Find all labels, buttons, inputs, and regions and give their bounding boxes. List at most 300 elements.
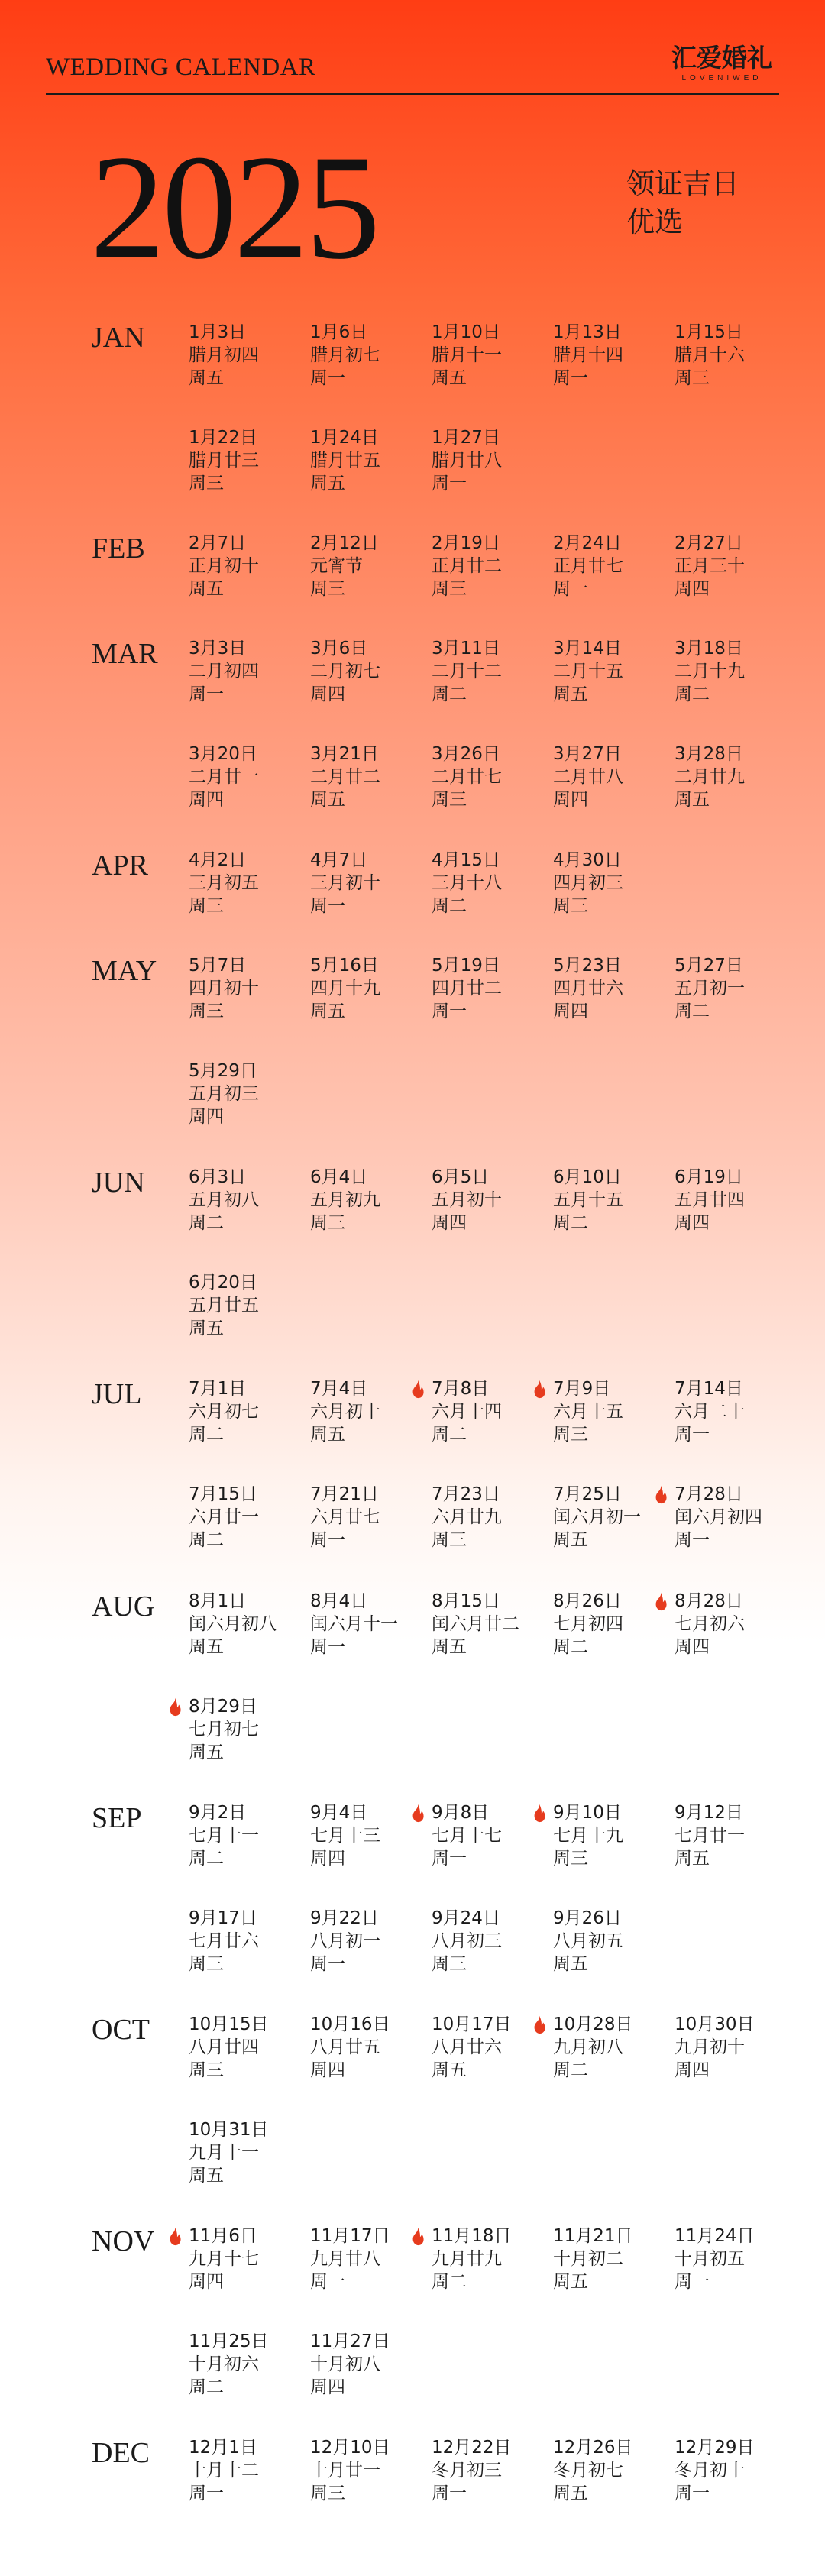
day-entry xyxy=(675,2225,795,2293)
day-entry xyxy=(553,321,674,390)
day-weekday: 周五 xyxy=(189,2166,224,2186)
day-entry xyxy=(189,2118,309,2187)
day-entry xyxy=(189,426,309,495)
day-lunar: 七月十七 xyxy=(432,1826,502,1846)
day-date: 3月11日 xyxy=(432,639,500,659)
day-entry xyxy=(189,1271,309,1340)
day-date: 5月23日 xyxy=(553,956,622,976)
day-weekday: 周四 xyxy=(310,2060,345,2080)
day-weekday: 周一 xyxy=(310,896,345,916)
day-lunar: 九月十七 xyxy=(189,2249,259,2269)
day-date: 9月8日 xyxy=(432,1803,490,1823)
day-date: 9月2日 xyxy=(189,1803,247,1823)
day-entry xyxy=(310,321,431,390)
day-date: 12月10日 xyxy=(310,2438,390,2458)
day-date: 11月17日 xyxy=(310,2226,390,2246)
day-lunar: 六月十五 xyxy=(553,1402,623,1422)
day-lunar: 九月初八 xyxy=(553,2037,623,2057)
day-entry xyxy=(432,2436,552,2505)
day-entry xyxy=(189,637,309,706)
day-weekday: 周一 xyxy=(189,684,224,704)
day-date: 9月17日 xyxy=(189,1908,257,1928)
day-date: 1月22日 xyxy=(189,428,257,448)
day-date: 11月24日 xyxy=(675,2226,755,2246)
day-weekday: 周三 xyxy=(675,368,710,388)
day-entry xyxy=(553,1907,674,1976)
day-date: 3月18日 xyxy=(675,639,743,659)
day-lunar: 三月十八 xyxy=(432,873,502,893)
month-label: MAR xyxy=(92,638,158,670)
day-lunar: 闰六月廿二 xyxy=(432,1614,519,1634)
day-weekday: 周一 xyxy=(189,2484,224,2503)
day-weekday: 周一 xyxy=(310,1637,345,1657)
day-lunar: 二月廿八 xyxy=(553,767,623,787)
day-lunar: 正月廿二 xyxy=(432,556,502,576)
day-date: 5月16日 xyxy=(310,956,379,976)
day-date: 2月24日 xyxy=(553,533,622,553)
day-lunar: 四月廿六 xyxy=(553,979,623,998)
day-weekday: 周五 xyxy=(310,790,345,810)
day-entry xyxy=(310,2436,431,2505)
day-date: 3月26日 xyxy=(432,744,500,764)
day-date: 6月5日 xyxy=(432,1167,490,1187)
day-date: 5月29日 xyxy=(189,1061,257,1081)
day-date: 1月27日 xyxy=(432,428,500,448)
day-lunar: 九月初十 xyxy=(675,2037,745,2057)
day-lunar: 三月初十 xyxy=(310,873,380,893)
day-lunar: 六月十四 xyxy=(432,1402,502,1422)
year-heading: 2025 xyxy=(90,125,377,290)
day-lunar: 二月廿九 xyxy=(675,767,745,787)
page-title: WEDDING CALENDAR xyxy=(46,53,316,81)
day-entry xyxy=(310,637,431,706)
day-lunar: 六月廿九 xyxy=(432,1507,502,1527)
day-lunar: 二月十九 xyxy=(675,662,745,681)
day-lunar: 腊月廿三 xyxy=(189,451,259,471)
day-weekday: 周一 xyxy=(310,368,345,388)
day-entry xyxy=(675,532,795,600)
day-lunar: 十月初六 xyxy=(189,2354,259,2374)
day-date: 7月1日 xyxy=(189,1379,247,1399)
day-lunar: 二月初四 xyxy=(189,662,259,681)
day-entry xyxy=(553,1166,674,1235)
day-weekday: 周五 xyxy=(432,2060,467,2080)
day-date: 4月2日 xyxy=(189,850,247,870)
day-lunar: 闰六月初四 xyxy=(675,1507,762,1527)
day-lunar: 四月十九 xyxy=(310,979,380,998)
day-date: 9月4日 xyxy=(310,1803,368,1823)
day-lunar: 十月初八 xyxy=(310,2354,380,2374)
day-lunar: 五月十五 xyxy=(553,1190,623,1210)
day-date: 6月20日 xyxy=(189,1273,257,1293)
day-lunar: 十月十二 xyxy=(189,2461,259,2481)
day-lunar: 腊月初七 xyxy=(310,345,380,365)
day-lunar: 七月十一 xyxy=(189,1826,259,1846)
day-weekday: 周五 xyxy=(553,684,588,704)
month-label: MAY xyxy=(92,955,157,987)
day-weekday: 周一 xyxy=(432,2484,467,2503)
day-date: 7月4日 xyxy=(310,1379,368,1399)
day-date: 7月8日 xyxy=(432,1379,490,1399)
day-weekday: 周四 xyxy=(189,2272,224,2292)
day-weekday: 周一 xyxy=(432,474,467,494)
day-entry xyxy=(675,637,795,706)
day-date: 7月9日 xyxy=(553,1379,611,1399)
day-date: 12月26日 xyxy=(553,2438,633,2458)
day-weekday: 周二 xyxy=(189,1849,224,1869)
day-weekday: 周一 xyxy=(310,1954,345,1974)
day-lunar: 九月十一 xyxy=(189,2143,259,2163)
day-weekday: 周五 xyxy=(189,1637,224,1657)
day-entry xyxy=(432,743,552,811)
day-lunar: 七月初四 xyxy=(553,1614,623,1634)
day-entry xyxy=(432,321,552,390)
day-lunar: 二月十二 xyxy=(432,662,502,681)
day-weekday: 周二 xyxy=(553,1637,588,1657)
day-date: 1月3日 xyxy=(189,322,247,342)
day-weekday: 周五 xyxy=(432,368,467,388)
day-entry xyxy=(310,2330,431,2399)
day-weekday: 周一 xyxy=(432,1849,467,1869)
fire-icon xyxy=(164,1697,186,1718)
day-date: 11月27日 xyxy=(310,2332,390,2351)
month-label: JAN xyxy=(92,322,145,354)
day-date: 8月28日 xyxy=(675,1591,743,1611)
day-date: 3月14日 xyxy=(553,639,622,659)
day-lunar: 闰六月十一 xyxy=(310,1614,398,1634)
day-date: 9月10日 xyxy=(553,1803,622,1823)
day-date: 10月16日 xyxy=(310,2015,390,2034)
day-date: 9月26日 xyxy=(553,1908,622,1928)
day-weekday: 周二 xyxy=(675,1002,710,1021)
day-date: 1月13日 xyxy=(553,322,622,342)
day-weekday: 周一 xyxy=(675,2272,710,2292)
day-weekday: 周四 xyxy=(675,2060,710,2080)
subtitle xyxy=(626,165,779,241)
day-weekday: 周四 xyxy=(310,1849,345,1869)
day-entry xyxy=(675,1590,795,1659)
day-date: 9月24日 xyxy=(432,1908,500,1928)
day-entry xyxy=(432,637,552,706)
day-date: 3月3日 xyxy=(189,639,247,659)
day-date: 11月25日 xyxy=(189,2332,269,2351)
day-date: 11月18日 xyxy=(432,2226,512,2246)
day-lunar: 冬月初七 xyxy=(553,2461,623,2481)
day-entry xyxy=(189,1590,309,1659)
day-lunar: 八月初一 xyxy=(310,1931,380,1951)
day-lunar: 冬月初三 xyxy=(432,2461,502,2481)
day-weekday: 周四 xyxy=(553,790,588,810)
day-date: 5月27日 xyxy=(675,956,743,976)
day-entry xyxy=(189,1166,309,1235)
day-entry xyxy=(310,426,431,495)
day-entry xyxy=(553,2436,674,2505)
header-bar xyxy=(46,41,779,95)
day-entry xyxy=(189,1377,309,1446)
day-lunar: 八月初三 xyxy=(432,1931,502,1951)
day-date: 7月25日 xyxy=(553,1484,622,1504)
day-lunar: 十月初二 xyxy=(553,2249,623,2269)
day-weekday: 周三 xyxy=(432,1954,467,1974)
day-lunar: 十月廿一 xyxy=(310,2461,380,2481)
day-lunar: 腊月十一 xyxy=(432,345,502,365)
day-lunar: 七月十九 xyxy=(553,1826,623,1846)
day-entry xyxy=(310,954,431,1023)
day-weekday: 周四 xyxy=(432,1213,467,1233)
day-weekday: 周二 xyxy=(189,1213,224,1233)
day-weekday: 周一 xyxy=(675,1530,710,1550)
brand-subtitle: LOVENIWED xyxy=(681,74,762,83)
day-lunar: 腊月初四 xyxy=(189,345,259,365)
day-lunar: 八月初五 xyxy=(553,1931,623,1951)
day-lunar: 闰六月初一 xyxy=(553,1507,641,1527)
fire-icon xyxy=(529,1803,550,1824)
day-lunar: 六月廿一 xyxy=(189,1507,259,1527)
day-lunar: 七月初六 xyxy=(675,1614,745,1634)
day-entry xyxy=(189,321,309,390)
day-date: 8月1日 xyxy=(189,1591,247,1611)
day-date: 6月19日 xyxy=(675,1167,743,1187)
day-date: 8月26日 xyxy=(553,1591,622,1611)
day-lunar: 四月廿二 xyxy=(432,979,502,998)
day-weekday: 周三 xyxy=(310,1213,345,1233)
day-entry xyxy=(310,1907,431,1976)
day-date: 10月15日 xyxy=(189,2015,269,2034)
day-weekday: 周三 xyxy=(189,896,224,916)
day-date: 5月7日 xyxy=(189,956,247,976)
day-date: 3月21日 xyxy=(310,744,379,764)
day-weekday: 周二 xyxy=(432,1425,467,1445)
day-weekday: 周四 xyxy=(310,2377,345,2397)
day-entry xyxy=(189,2225,309,2293)
fire-icon xyxy=(529,2015,550,2036)
day-lunar: 八月廿四 xyxy=(189,2037,259,2057)
day-lunar: 腊月廿八 xyxy=(432,451,502,471)
day-lunar: 二月初七 xyxy=(310,662,380,681)
day-weekday: 周四 xyxy=(189,1107,224,1127)
month-label: JUN xyxy=(92,1167,145,1199)
day-entry xyxy=(675,743,795,811)
day-entry xyxy=(553,532,674,600)
fire-icon xyxy=(650,1591,671,1613)
day-weekday: 周二 xyxy=(432,2272,467,2292)
day-entry xyxy=(432,2225,552,2293)
day-entry xyxy=(553,1801,674,1870)
day-entry xyxy=(189,2436,309,2505)
day-lunar: 腊月十四 xyxy=(553,345,623,365)
day-entry xyxy=(432,849,552,917)
day-lunar: 正月三十 xyxy=(675,556,745,576)
day-entry xyxy=(310,849,431,917)
day-date: 10月17日 xyxy=(432,2015,512,2034)
day-date: 9月22日 xyxy=(310,1908,379,1928)
month-label: SEP xyxy=(92,1802,142,1834)
day-entry xyxy=(675,2013,795,2082)
day-weekday: 周四 xyxy=(310,684,345,704)
day-lunar: 腊月廿五 xyxy=(310,451,380,471)
day-entry xyxy=(675,1377,795,1446)
day-date: 7月23日 xyxy=(432,1484,500,1504)
day-lunar: 正月廿七 xyxy=(553,556,623,576)
day-date: 5月19日 xyxy=(432,956,500,976)
day-weekday: 周四 xyxy=(189,790,224,810)
day-date: 7月15日 xyxy=(189,1484,257,1504)
day-entry xyxy=(553,2225,674,2293)
day-lunar: 九月廿八 xyxy=(310,2249,380,2269)
day-entry xyxy=(553,849,674,917)
fire-icon xyxy=(407,2226,429,2248)
day-weekday: 周五 xyxy=(553,1954,588,1974)
month-label: OCT xyxy=(92,2014,150,2046)
day-weekday: 周二 xyxy=(189,2377,224,2397)
day-weekday: 周二 xyxy=(189,1530,224,1550)
day-weekday: 周四 xyxy=(553,1002,588,1021)
day-lunar: 八月廿六 xyxy=(432,2037,502,2057)
day-weekday: 周五 xyxy=(675,790,710,810)
day-entry xyxy=(310,1166,431,1235)
day-entry xyxy=(310,743,431,811)
day-lunar: 元宵节 xyxy=(310,556,363,576)
day-weekday: 周二 xyxy=(432,896,467,916)
day-entry xyxy=(553,743,674,811)
day-date: 2月27日 xyxy=(675,533,743,553)
day-weekday: 周三 xyxy=(310,2484,345,2503)
day-date: 10月31日 xyxy=(189,2120,269,2140)
day-date: 12月29日 xyxy=(675,2438,755,2458)
day-lunar: 七月廿一 xyxy=(675,1826,745,1846)
day-entry xyxy=(675,1801,795,1870)
day-entry xyxy=(189,1801,309,1870)
day-weekday: 周五 xyxy=(432,1637,467,1657)
day-date: 7月14日 xyxy=(675,1379,743,1399)
day-weekday: 周三 xyxy=(310,579,345,599)
fire-icon xyxy=(407,1803,429,1824)
day-date: 9月12日 xyxy=(675,1803,743,1823)
day-lunar: 九月廿九 xyxy=(432,2249,502,2269)
day-entry xyxy=(189,1483,309,1552)
day-entry xyxy=(310,532,431,600)
day-lunar: 五月初十 xyxy=(432,1190,502,1210)
day-weekday: 周三 xyxy=(553,896,588,916)
day-entry xyxy=(553,1377,674,1446)
day-weekday: 周一 xyxy=(310,2272,345,2292)
day-date: 6月4日 xyxy=(310,1167,368,1187)
day-date: 10月30日 xyxy=(675,2015,755,2034)
day-entry xyxy=(432,1483,552,1552)
day-lunar: 八月廿五 xyxy=(310,2037,380,2057)
day-entry xyxy=(675,1483,795,1552)
day-date: 3月20日 xyxy=(189,744,257,764)
day-date: 3月6日 xyxy=(310,639,368,659)
day-lunar: 六月二十 xyxy=(675,1402,745,1422)
day-lunar: 二月廿二 xyxy=(310,767,380,787)
fire-icon xyxy=(650,1484,671,1506)
day-weekday: 周五 xyxy=(553,2484,588,2503)
day-weekday: 周三 xyxy=(432,790,467,810)
day-date: 3月27日 xyxy=(553,744,622,764)
day-weekday: 周五 xyxy=(310,1425,345,1445)
month-label: APR xyxy=(92,849,148,882)
day-entry xyxy=(432,532,552,600)
day-date: 4月7日 xyxy=(310,850,368,870)
day-weekday: 周三 xyxy=(432,579,467,599)
day-lunar: 六月廿七 xyxy=(310,1507,380,1527)
day-entry xyxy=(310,1483,431,1552)
day-entry xyxy=(310,1590,431,1659)
day-entry xyxy=(189,743,309,811)
day-entry xyxy=(432,1907,552,1976)
day-lunar: 七月初七 xyxy=(189,1720,259,1739)
day-date: 11月21日 xyxy=(553,2226,633,2246)
day-date: 3月28日 xyxy=(675,744,743,764)
day-weekday: 周五 xyxy=(553,2272,588,2292)
day-date: 8月29日 xyxy=(189,1697,257,1717)
day-lunar: 腊月十六 xyxy=(675,345,745,365)
day-weekday: 周五 xyxy=(553,1530,588,1550)
day-lunar: 五月初九 xyxy=(310,1190,380,1210)
day-entry xyxy=(310,2013,431,2082)
day-date: 2月19日 xyxy=(432,533,500,553)
day-date: 2月12日 xyxy=(310,533,379,553)
day-date: 7月21日 xyxy=(310,1484,379,1504)
day-lunar: 五月初八 xyxy=(189,1190,259,1210)
day-entry xyxy=(675,321,795,390)
day-entry xyxy=(553,637,674,706)
day-lunar: 五月廿五 xyxy=(189,1296,259,1316)
day-weekday: 周三 xyxy=(189,474,224,494)
day-date: 8月15日 xyxy=(432,1591,500,1611)
day-entry xyxy=(432,1590,552,1659)
day-date: 2月7日 xyxy=(189,533,247,553)
day-weekday: 周一 xyxy=(675,2484,710,2503)
day-weekday: 周二 xyxy=(675,684,710,704)
day-entry xyxy=(432,426,552,495)
day-date: 6月10日 xyxy=(553,1167,622,1187)
day-weekday: 周二 xyxy=(189,1425,224,1445)
day-weekday: 周二 xyxy=(553,2060,588,2080)
day-entry xyxy=(189,849,309,917)
day-weekday: 周一 xyxy=(553,368,588,388)
day-lunar: 冬月初十 xyxy=(675,2461,745,2481)
day-lunar: 六月初七 xyxy=(189,1402,259,1422)
day-lunar: 正月初十 xyxy=(189,556,259,576)
day-weekday: 周一 xyxy=(432,1002,467,1021)
day-weekday: 周三 xyxy=(189,1002,224,1021)
day-entry xyxy=(432,1166,552,1235)
day-date: 8月4日 xyxy=(310,1591,368,1611)
day-date: 4月15日 xyxy=(432,850,500,870)
day-lunar: 五月初三 xyxy=(189,1084,259,1104)
day-date: 1月10日 xyxy=(432,322,500,342)
day-date: 6月3日 xyxy=(189,1167,247,1187)
fire-icon xyxy=(407,1379,429,1400)
day-entry xyxy=(189,2330,309,2399)
day-weekday: 周三 xyxy=(432,1530,467,1550)
day-entry xyxy=(675,954,795,1023)
day-entry xyxy=(189,1907,309,1976)
day-lunar: 七月廿六 xyxy=(189,1931,259,1951)
day-date: 4月30日 xyxy=(553,850,622,870)
day-weekday: 周四 xyxy=(675,579,710,599)
day-weekday: 周五 xyxy=(310,1002,345,1021)
day-weekday: 周三 xyxy=(189,2060,224,2080)
day-entry xyxy=(189,1695,309,1764)
day-date: 12月1日 xyxy=(189,2438,257,2458)
day-lunar: 六月初十 xyxy=(310,1402,380,1422)
day-weekday: 周四 xyxy=(675,1213,710,1233)
day-weekday: 周五 xyxy=(310,474,345,494)
month-label: AUG xyxy=(92,1591,155,1623)
